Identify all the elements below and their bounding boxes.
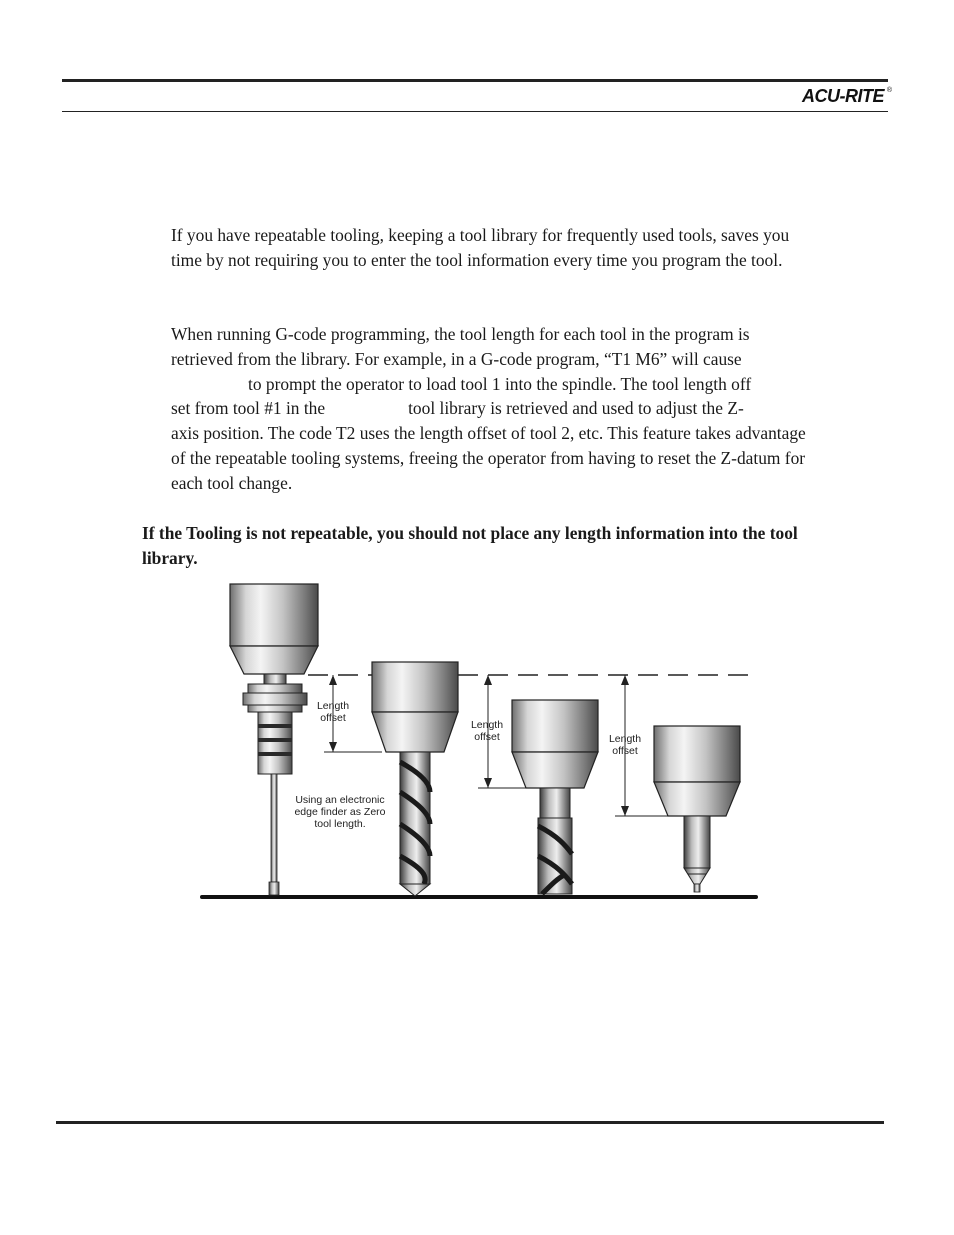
spindle-edge-finder: [230, 584, 318, 895]
center-drill-tool: [654, 726, 740, 892]
label-line: offset: [612, 745, 638, 757]
caption-line: edge finder as Zero: [294, 806, 386, 818]
paragraph-line-text: tool library is retrieved and used to adjust the Z-: [408, 398, 744, 419]
label-line: Length: [608, 733, 642, 745]
paragraph-text: axis position. The code T2 uses the length offset of tool 2, etc. This feature takes advantage of the repeatable tooling systems, freeing the operator from having to reset the Z-datum for each tool change.: [171, 423, 806, 493]
edge-finder-caption: [288, 794, 392, 830]
length-offset-label-3: [603, 733, 647, 757]
header-rule-thin: [62, 111, 888, 112]
paragraph-line-text: set from tool #1 in the: [171, 398, 326, 419]
drill-tool: [372, 662, 458, 896]
paragraph-line: [171, 372, 811, 397]
paragraph-line: When running G-code programming, the tool length for each tool in the program is: [171, 324, 750, 344]
length-offset-label-2: [464, 719, 510, 743]
paragraph-tool-library-intro: [171, 223, 811, 273]
tool-length-offset-diagram: [196, 578, 764, 908]
registered-mark: ®: [886, 87, 892, 94]
paragraph-line: retrieved from the library. For example, in a G-code program, “T1 M6” will cause: [171, 348, 742, 369]
label-line: offset: [474, 731, 500, 743]
logo-text: ACU-RITE: [802, 86, 884, 106]
header-rule-thick: [62, 79, 888, 82]
paragraph-line: [171, 396, 811, 421]
label-line: Length: [470, 719, 504, 731]
paragraph-text: If you have repeatable tooling, keeping a tool library for frequently used tools, saves you time by not requiring you to enter the tool information every time you program the tool.: [171, 225, 790, 270]
label-line: Length: [316, 700, 350, 712]
end-mill-tool: [512, 700, 598, 894]
paragraph-line-text: to prompt the operator to load tool 1 into the spindle. The tool length off: [248, 373, 752, 394]
length-offset-label-1: [311, 700, 355, 724]
caption-line: tool length.: [314, 818, 366, 830]
footer-rule: [56, 1121, 884, 1124]
tool-length-offset-figure: [196, 578, 764, 908]
label-line: offset: [320, 712, 346, 724]
paragraph-g-code: [171, 322, 811, 496]
acu-rite-logo: [780, 86, 892, 108]
repeatable-tooling-note: If the Tooling is not repeatable, you should not place any length information into the tool library.: [142, 523, 798, 568]
caption-line: Using an electronic: [295, 794, 385, 806]
